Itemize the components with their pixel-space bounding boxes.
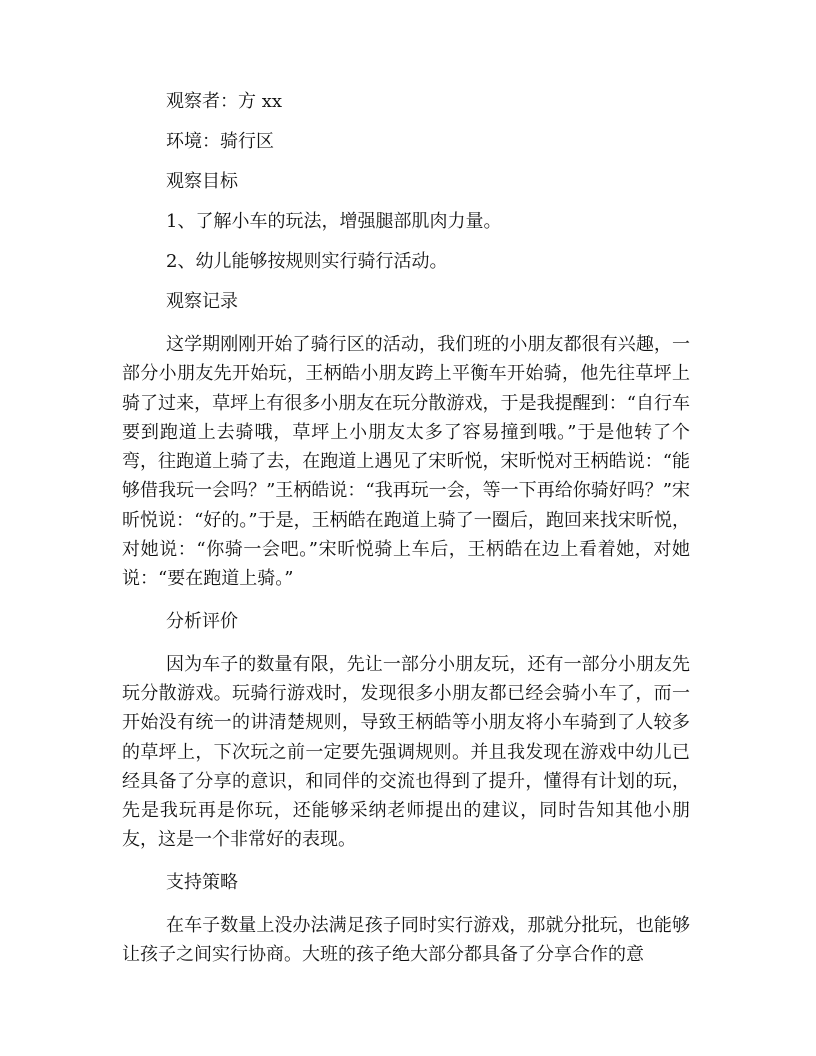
goal-item-1: 1、了解小车的玩法，增强腿部肌肉力量。 bbox=[166, 211, 502, 232]
document-body bbox=[122, 90, 690, 969]
analysis-heading: 分析评价 bbox=[166, 610, 238, 632]
goal-item-2: 2、幼儿能够按规则实行骑行活动。 bbox=[166, 251, 448, 272]
goals-heading: 观察目标 bbox=[166, 171, 238, 192]
observer-line: 观察者：方 xx bbox=[166, 91, 283, 112]
strategy-paragraph: 在车子数量上没办法满足孩子同时实行游戏，那就分批玩，也能够让孩子之间实行协商。大班的孩子绝大部分都具备了分享合作的意 bbox=[122, 914, 690, 966]
environment-line: 环境：骑行区 bbox=[166, 131, 274, 152]
record-heading: 观察记录 bbox=[166, 291, 238, 312]
record-paragraph: 这学期刚刚开始了骑行区的活动，我们班的小朋友都很有兴趣，一部分小朋友先开始玩，王柄皓小朋友跨上平衡车开始骑，他先往草坪上骑了过来，草坪上有很多小朋友在玩分散游戏，于是我提醒到：“自行车要到跑道上去骑哦，草坪上小朋友太多了容易撞到哦。”于是他转了个弯，往跑道上骑了去，在跑道上遇见了宋昕悦，宋昕悦对王柄皓说：“能够借我玩一会吗？”王柄皓说：“我再玩一会，等一下再给你骑好吗？”宋昕悦说：“好的。”于是，王柄皓在跑道上骑了一圈后，跑回来找宋昕悦，对她说：“你骑一会吧。”宋昕悦骑上车后，王柄皓在边上看着她，对她说：“要在跑道上骑。” bbox=[122, 334, 690, 590]
strategy-heading: 支持策略 bbox=[166, 871, 238, 893]
analysis-paragraph: 因为车子的数量有限，先让一部分小朋友玩，还有一部分小朋友先玩分散游戏。玩骑行游戏时，发现很多小朋友都已经会骑小车了，而一开始没有统一的讲清楚规则，导致王柄皓等小朋友将小车骑到了人较多的草坪上，下次玩之前一定要先强调规则。并且我发现在游戏中幼儿已经具备了分享的意识，和同伴的交流也得到了提升，懂得有计划的玩，先是我玩再是你玩，还能够采纳老师提出的建议，同时告知其他小朋友，这是一个非常好的表现。 bbox=[122, 653, 690, 851]
